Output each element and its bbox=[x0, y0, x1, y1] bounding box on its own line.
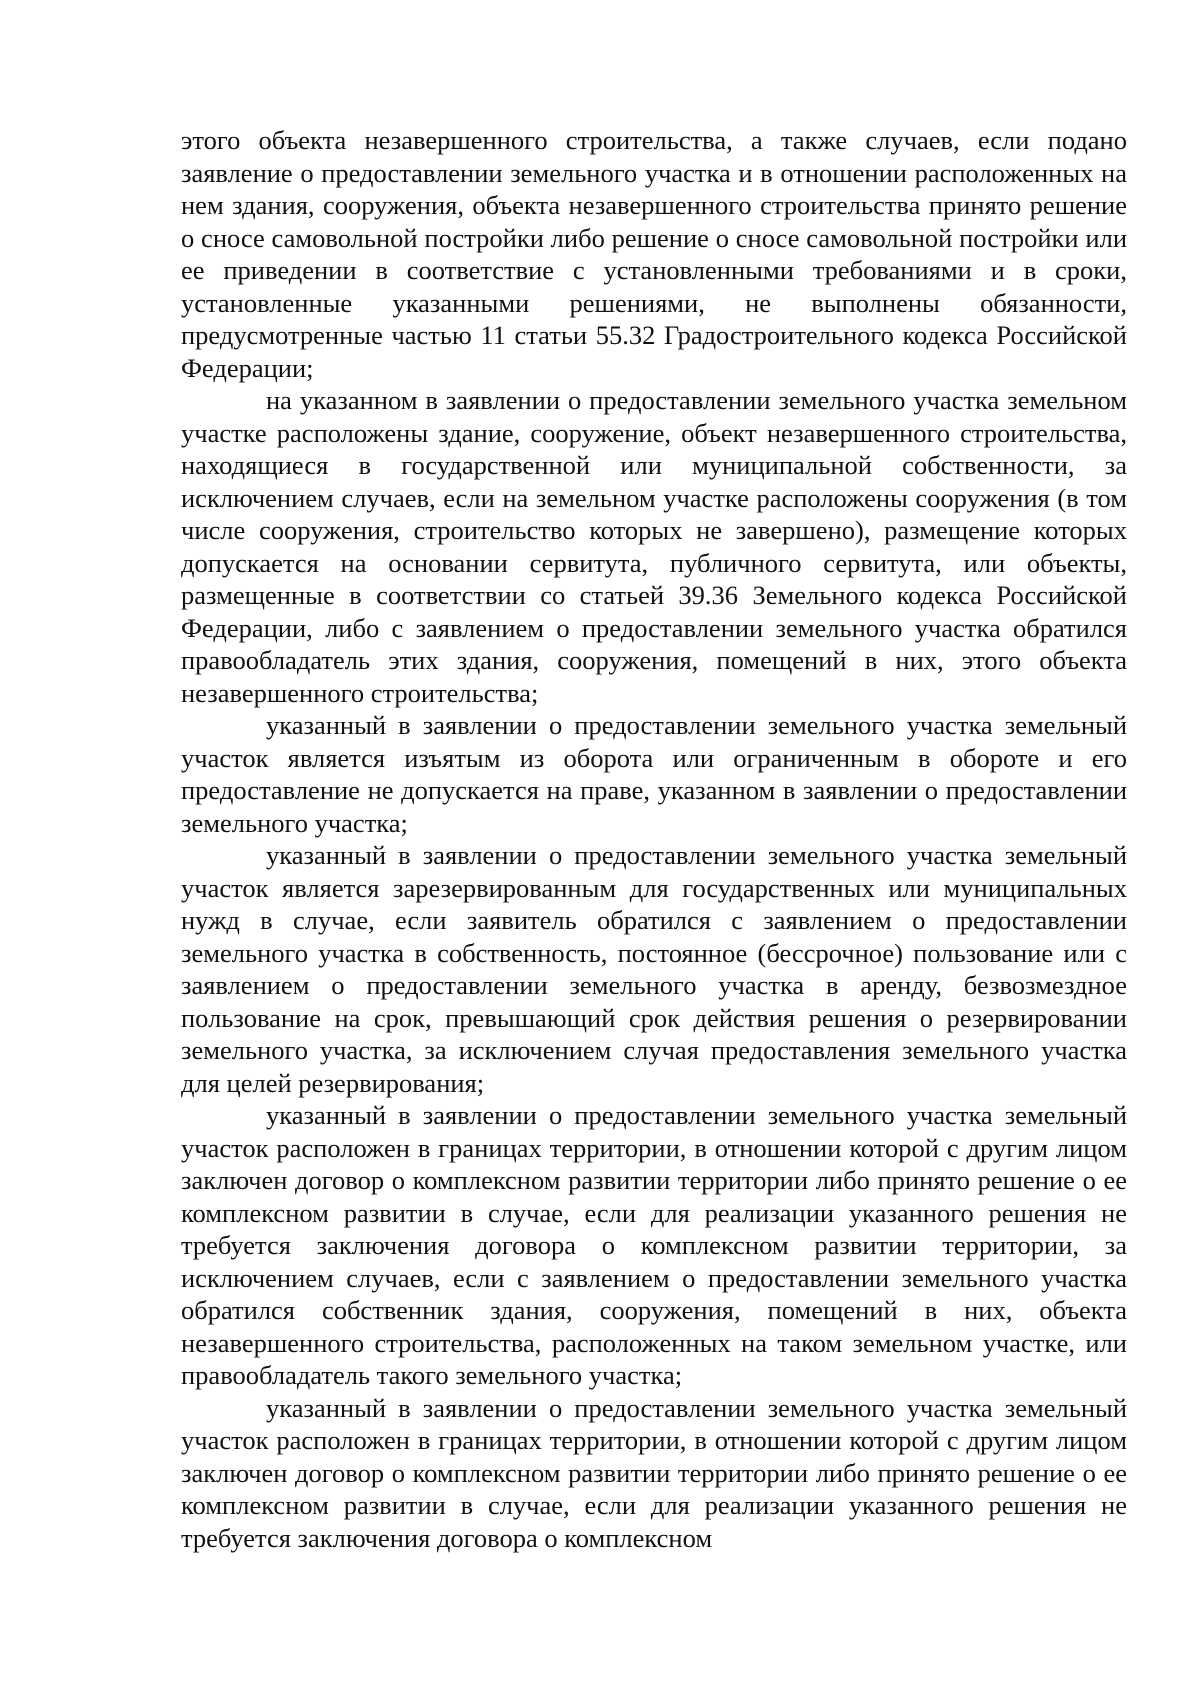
paragraph-5: указанный в заявлении о предоставлении земельного участка земельный участок расположен в границах территории, в отношении которой с другим лицом заключен договор о комплексном развитии территории либо принято решение о ее комплексном развитии в случае, если для реализации указанного решения не требуется заключения договора о комплексном развитии территории, за исключением случаев, если с заявлением о предоставлении земельного участка обратился собственник здания, сооружения, помещений в них, объекта незавершенного строительства, расположенных на таком земельном участке, или правообладатель такого земельного участка; bbox=[181, 1100, 1127, 1390]
paragraph-6: указанный в заявлении о предоставлении земельного участка земельный участок расположен в границах территории, в отношении которой с другим лицом заключен договор о комплексном развитии территории либо принято решение о ее комплексном развитии в случае, если для реализации указанного решения не требуется заключения договора о комплексном bbox=[181, 1392, 1127, 1553]
document-body bbox=[181, 124, 1127, 1554]
paragraph-3: указанный в заявлении о предоставлении земельного участка земельный участок является изъятым из оборота или ограниченным в обороте и его предоставление не допускается на праве, указанном в заявлении о предоставлении земельного участка; bbox=[181, 710, 1127, 838]
paragraph-2: на указанном в заявлении о предоставлении земельного участка земельном участке расположены здание, сооружение, объект незавершенного строительства, находящиеся в государственной или муниципальной собственности, за исключением случаев, если на земельном участке расположены сооружения (в том числе сооружения, строительство которых не завершено), размещение которых допускается на основании сервитута, публичного сервитута, или объекты, размещенные в соответствии со статьей 39.36 Земельного кодекса Российской Федерации, либо с заявлением о предоставлении земельного участка обратился правообладатель этих здания, сооружения, помещений в них, этого объекта незавершенного строительства; bbox=[181, 385, 1127, 708]
paragraph-1: этого объекта незавершенного строительства, а также случаев, если подано заявление о предоставлении земельного участка и в отношении расположенных на нем здания, сооружения, объекта незавершенного строительства принято решение о сносе самовольной постройки либо решение о сносе самовольной постройки или ее приведении в соответствие с установленными требованиями и в сроки, установленные указанными решениями, не выполнены обязанности, предусмотренные частью 11 статьи 55.32 Градостроительного кодекса Российской Федерации; bbox=[181, 125, 1127, 383]
paragraph-4: указанный в заявлении о предоставлении земельного участка земельный участок является зарезервированным для государственных или муниципальных нужд в случае, если заявитель обратился с заявлением о предоставлении земельного участка в собственность, постоянное (бессрочное) пользование или с заявлением о предоставлении земельного участка в аренду, безвозмездное пользование на срок, превышающий срок действия решения о резервировании земельного участка, за исключением случая предоставления земельного участка для целей резервирования; bbox=[181, 840, 1127, 1098]
